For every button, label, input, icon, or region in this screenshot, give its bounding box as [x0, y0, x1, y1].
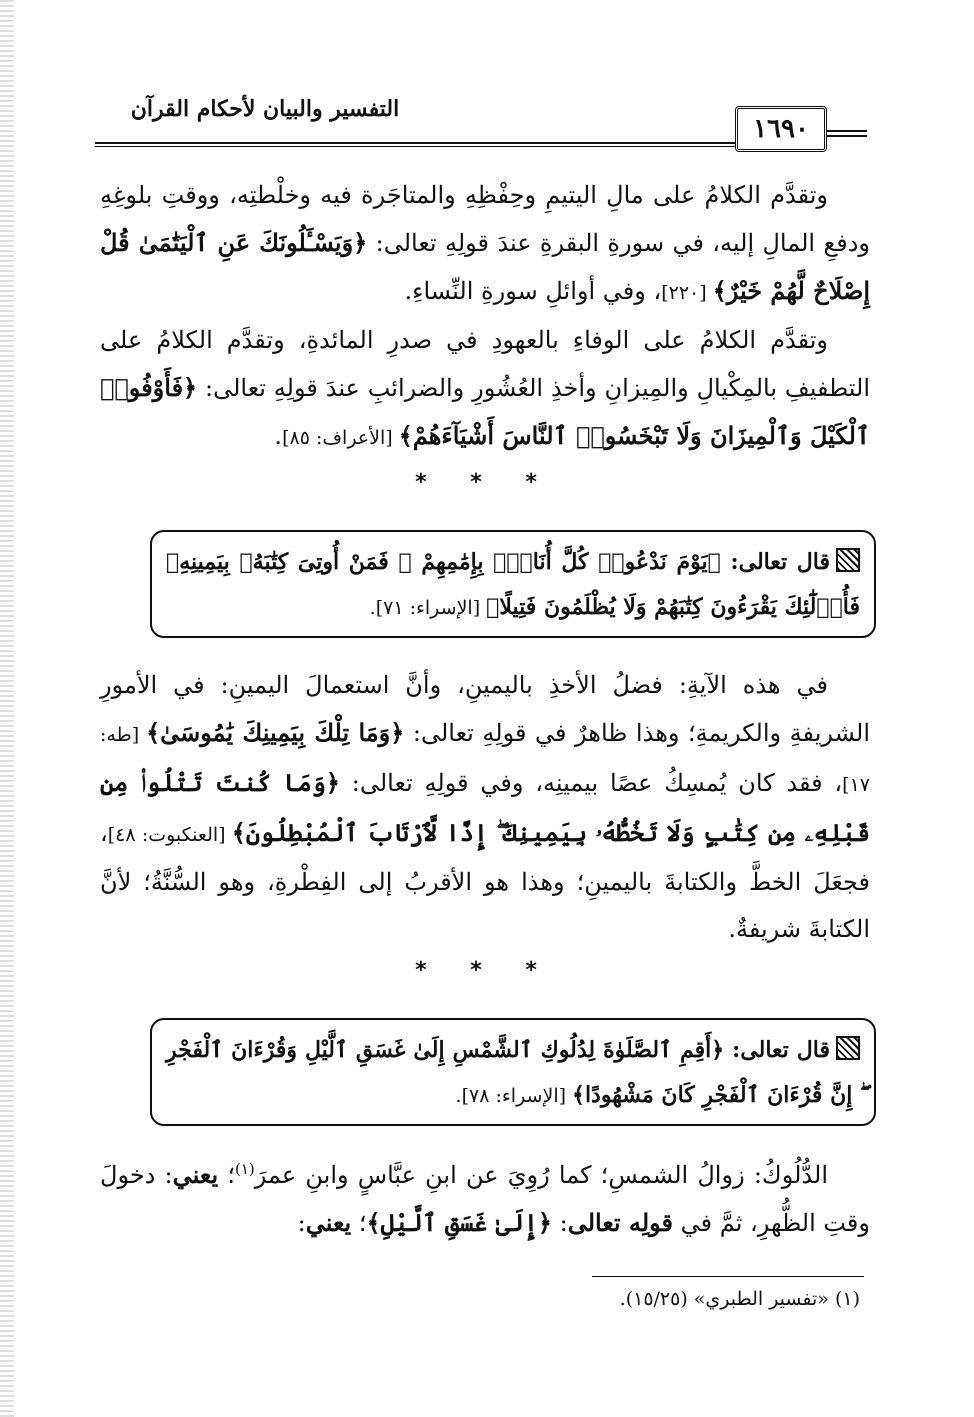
paragraph-text: . [274, 422, 283, 450]
body-block-3 [100, 1146, 870, 1247]
quran-verse: ﴿أَقِمِ ٱلصَّلَوٰةَ لِدُلُوكِ ٱلشَّمْسِ إِلَىٰ غَسَقِ ٱلَّيْلِ وَقُرْءَانَ ٱلْفَجْرِ ۖ إِنَّ قُرْءَانَ ٱلْفَجْرِ كَانَ مَشْهُودًا﴾ [166, 1037, 860, 1108]
paragraph-text: : [297, 1209, 306, 1237]
header-rule [95, 142, 735, 147]
paragraph-orphan-wealth [100, 172, 870, 317]
paragraph-text: وتقدَّم الكلامُ على الوفاءِ بالعهودِ في صدرِ المائدةِ، وتقدَّم الكلامُ على التطفيفِ بالمِكْيالِ والمِيزانِ وأخذِ العُشُورِ والضرائبِ عندَ قولِهِ تعالى: [100, 326, 870, 402]
book-title: التفسير والبيان لأحكام القرآن [130, 96, 400, 122]
verse-reference: [الأعراف: ٨٥] [282, 427, 399, 449]
verse-box-isra-78 [150, 1018, 876, 1126]
body-block-1 [100, 172, 870, 462]
paragraph-right-hand [100, 662, 870, 953]
paragraph-text: : دخولَ وقتِ الظُّهرِ، ثمَّ في [100, 1161, 870, 1237]
verse-reference: [الإسراء: ٧١]. [369, 597, 487, 619]
verse-lead: قال تعالى: [720, 549, 830, 575]
quran-citation: ﴿فَأَوْفُوا۟ ٱلْكَيْلَ وَٱلْمِيزَانَ وَلَا تَبْخَسُوا۟ ٱلنَّاسَ أَشْيَآءَهُمْ﴾ [100, 373, 870, 450]
paragraph-text: ؛ [218, 1161, 235, 1189]
section-separator: * * * [415, 958, 555, 983]
paragraph-text: الدُّلُوكُ: زوالُ الشمسِ؛ كما رُوِيَ عن ابنِ عبَّاسٍ وابنِ عمرَ [254, 1161, 828, 1189]
page-number: ١٦٩٠ [735, 106, 827, 152]
verse-reference: [٢٢٠] [661, 282, 713, 304]
paragraph-covenants [100, 317, 870, 462]
bold-term: يعني [172, 1160, 219, 1189]
page-header [95, 90, 875, 154]
quran-verse: ﴿يَوْمَ نَدْعُوا۟ كُلَّ أُنَاسٍۭ بِإِمَٰمِهِمْ ۖ فَمَنْ أُوتِىَ كِتَٰبَهُۥ بِيَمِينِهِۦ فَأُو۟لَٰٓئِكَ يَقْرَءُونَ كِتَٰبَهُمْ وَلَا يُظْلَمُونَ فَتِيلًا﴾ [166, 549, 860, 620]
paragraph-text: : [551, 1209, 568, 1237]
verse-reference: [العنكبوت: ٤٨] [107, 824, 232, 846]
footnote-text: «تفسير الطبري» (١٥/٢٥). [619, 1288, 835, 1310]
body-block-2 [100, 662, 870, 953]
verse-box-isra-71 [150, 530, 876, 638]
page-scan-edge [0, 0, 14, 1417]
footnote-number: (١) [834, 1288, 860, 1310]
quran-citation: ﴿وَمَا كُنتَ تَتْلُوا۟ مِن قَبْلِهِۦ مِن كِتَٰبٍ وَلَا تَخُطُّهُۥ بِيَمِينِكَ ۖ إِذًا لَّٱرْتَابَ ٱلْمُبْطِلُونَ﴾ [100, 768, 871, 847]
quran-citation: ﴿وَمَا تِلْكَ بِيَمِينِكَ يَٰمُوسَىٰ﴾ [146, 718, 405, 747]
paragraph-text: ، وفي أوائلِ سورةِ النِّساءِ. [404, 277, 662, 305]
paragraph-text: في هذه الآيةِ: فضلُ الأخذِ باليمينِ، وأنَّ استعمالَ اليمينِ: في الأمورِ الشريفةِ والكريمةِ؛ وهذا ظاهرٌ في قولِهِ تعالى: [100, 671, 871, 747]
bold-term: قولِه تعالى [567, 1208, 673, 1237]
header-dash-lines [827, 130, 867, 132]
paragraph-text: ؛ [351, 1209, 367, 1237]
paragraph-duluk [100, 1146, 870, 1247]
paragraph-text: ، فجعَلَ الخطَّ والكتابةَ باليمينِ؛ وهذا هو الأقربُ إلى الفِطْرةِ، وهو السُّنَّةُ؛ لأنَّ الكتابةَ شريفةٌ. [100, 819, 870, 943]
verse-lead: قال تعالى: [724, 1037, 830, 1063]
footnote-separator [592, 1276, 864, 1277]
quran-citation: ﴿وَيَسْـَٔلُونَكَ عَنِ ٱلْيَتَٰمَىٰ قُلْ إِصْلَاحٌ لَّهُمْ خَيْرٌ﴾ [100, 228, 870, 305]
verse-reference: [طه: ١٧] [100, 724, 870, 796]
bold-term: يعني [305, 1208, 352, 1237]
ornament-icon [836, 1036, 860, 1060]
verse-reference: [الإسراء: ٧٨]. [455, 1085, 573, 1107]
paragraph-text: ، فقد كان يُمسِكُ عصًا بيمينِه، وفي قولِهِ تعالى: [339, 769, 843, 797]
quran-citation: ﴿إِلَىٰ غَسَقِ ٱلَّيْلِ﴾ [366, 1208, 552, 1237]
section-separator: * * * [415, 470, 555, 495]
footnote-marker: (١) [234, 1160, 255, 1178]
footnote [300, 1284, 860, 1314]
ornament-icon [836, 548, 860, 572]
paragraph-text: وتقدَّم الكلامُ على مالِ اليتيمِ وحِفْظِهِ والمتاجَرة فيه وخلْطتِه، ووقتِ بلوغِهِ ودفعِ المالِ إليه، في سورةِ البقرةِ عندَ قولِهِ تعالى: [100, 181, 870, 257]
